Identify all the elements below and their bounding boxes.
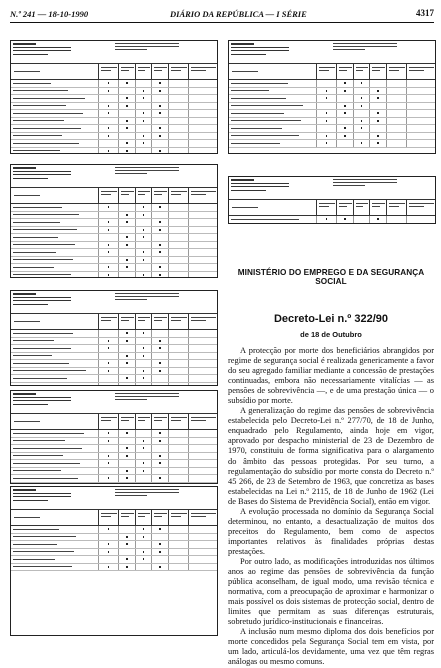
table-row <box>11 483 217 485</box>
staffing-table-4 <box>10 390 218 484</box>
table-row <box>11 118 217 126</box>
staffing-table-7 <box>228 176 436 224</box>
table-title-block <box>229 177 435 200</box>
decree-preamble <box>228 346 434 668</box>
table-column-headers <box>11 64 217 80</box>
table-column-headers <box>229 64 435 80</box>
table-row <box>229 125 435 133</box>
decree-title: Decreto-Lei n.º 322/90 <box>273 313 389 325</box>
table-row <box>11 148 217 155</box>
staffing-table-2 <box>10 164 218 278</box>
table-row <box>11 564 217 572</box>
table-row <box>11 140 217 148</box>
table-row <box>11 353 217 361</box>
table-row <box>229 140 435 148</box>
table-row <box>11 556 217 564</box>
staffing-table-5 <box>10 486 218 636</box>
table-title-block <box>229 41 435 64</box>
table-row <box>11 460 217 468</box>
table-row <box>11 257 217 265</box>
table-column-headers <box>229 200 435 216</box>
table-row <box>11 219 217 227</box>
table-title-block <box>11 391 217 414</box>
staffing-table-6 <box>228 40 436 154</box>
table-row <box>11 534 217 542</box>
journal-title: DIÁRIO DA REPÚBLICA — I SÉRIE <box>170 9 307 19</box>
table-row <box>11 338 217 346</box>
table-row <box>229 88 435 96</box>
table-row <box>11 383 217 387</box>
table-row <box>11 272 217 279</box>
table-row <box>11 445 217 453</box>
paragraph: A generalização do regime das pensões de sobrevivência estabelecida pelo Decreto-Lei n.º 277/70, de 18 de Junho, enquadrado pelo Regulamento, ainda hoje em vigor, aprovado por despacho ministerial de 23 de Dezembro de 1970, constituiu de forma significativa para o alargamento do âmbito das pessoas protegidas. Por seu turno, a regulamentação do subsídio por morte consta do Decreto n.º 45 266, de 23 de Setembro de 1963, que concretiza as bases estabelecidas na Lei n.º 2115, de 18 de Junho de 1962 (Lei de Bases do Sistema de Previdência Social), então em vigor. <box>228 406 434 506</box>
table-row <box>11 541 217 549</box>
table-row <box>11 453 217 461</box>
decree-date: de 18 de Outubro <box>300 330 362 339</box>
table-row <box>11 264 217 272</box>
table-title-block <box>11 291 217 314</box>
table-row <box>229 224 435 225</box>
table-row <box>11 430 217 438</box>
paragraph: A protecção por morte dos beneficiários abrangidos por regime de segurança social é realizada genericamente a favor do seu agregado familiar mediante a concessão de prestações continuadas, embora não necessariamente vitalícias — as pensões de sobrevivência —, e de uma prestação única — o subsídio por morte. <box>228 346 434 406</box>
table-row <box>11 345 217 353</box>
table-row <box>11 242 217 250</box>
ministry-heading: MINISTÉRIO DO EMPREGO E DA SEGURANÇA SOCIAL <box>237 268 425 286</box>
table-column-headers <box>11 510 217 526</box>
table-row <box>229 110 435 118</box>
paragraph: A evolução processada no domínio da Segurança Social determinou, no entanto, a desactualização de muitos dos preceitos do Regulamento, bem como de aspectos importantes relativos às finalidades próprias destas prestações. <box>228 506 434 556</box>
table-row <box>11 526 217 534</box>
table-row <box>11 475 217 483</box>
table-row <box>11 133 217 141</box>
table-title-block <box>11 487 217 510</box>
table-title-block <box>11 165 217 188</box>
table-row <box>11 125 217 133</box>
table-row <box>11 110 217 118</box>
paragraph: Por outro lado, as modificações introduzidas nos últimos anos ao regime das pensões de sobrevivência da função pública aconselham, de igual modo, uma revisão técnica e normativa, com a preocupação de aproximar e harmonizar o mais possível os dois sistemas de protecção social, dentro de limites que permitam as suas diferenças estruturais, sobretudo jurídico-institucionais e financeiras. <box>228 556 434 627</box>
table-row <box>11 227 217 235</box>
table-row <box>11 212 217 220</box>
table-row <box>11 88 217 96</box>
table-column-headers <box>11 314 217 330</box>
table-row <box>11 249 217 257</box>
table-row <box>229 95 435 103</box>
table-row <box>11 375 217 383</box>
page-number: 4317 <box>416 8 434 18</box>
table-row <box>11 103 217 111</box>
staffing-table-1 <box>10 40 218 154</box>
table-row <box>11 204 217 212</box>
table-row <box>11 234 217 242</box>
table-row <box>11 360 217 368</box>
paragraph: A inclusão num mesmo diploma dos dois benefícios por morte concedidos pela Segurança Social tem em vista, por um lado, articulá-los devidamente, uma vez que têm regras análogas ou mesmo comuns. <box>228 627 434 667</box>
table-column-headers <box>11 414 217 430</box>
staffing-table-3 <box>10 290 218 386</box>
table-row <box>229 133 435 141</box>
table-row <box>229 80 435 88</box>
table-title-block <box>11 41 217 64</box>
page-header <box>10 6 434 23</box>
table-row <box>11 368 217 376</box>
table-row <box>229 118 435 126</box>
table-column-headers <box>11 188 217 204</box>
table-row <box>11 468 217 476</box>
table-row <box>11 80 217 88</box>
table-row <box>11 330 217 338</box>
table-row <box>229 216 435 224</box>
table-row <box>11 438 217 446</box>
table-row <box>229 103 435 111</box>
table-row <box>11 549 217 557</box>
table-row <box>11 95 217 103</box>
issue-number: N.º 241 — 18-10-1990 <box>10 9 89 19</box>
